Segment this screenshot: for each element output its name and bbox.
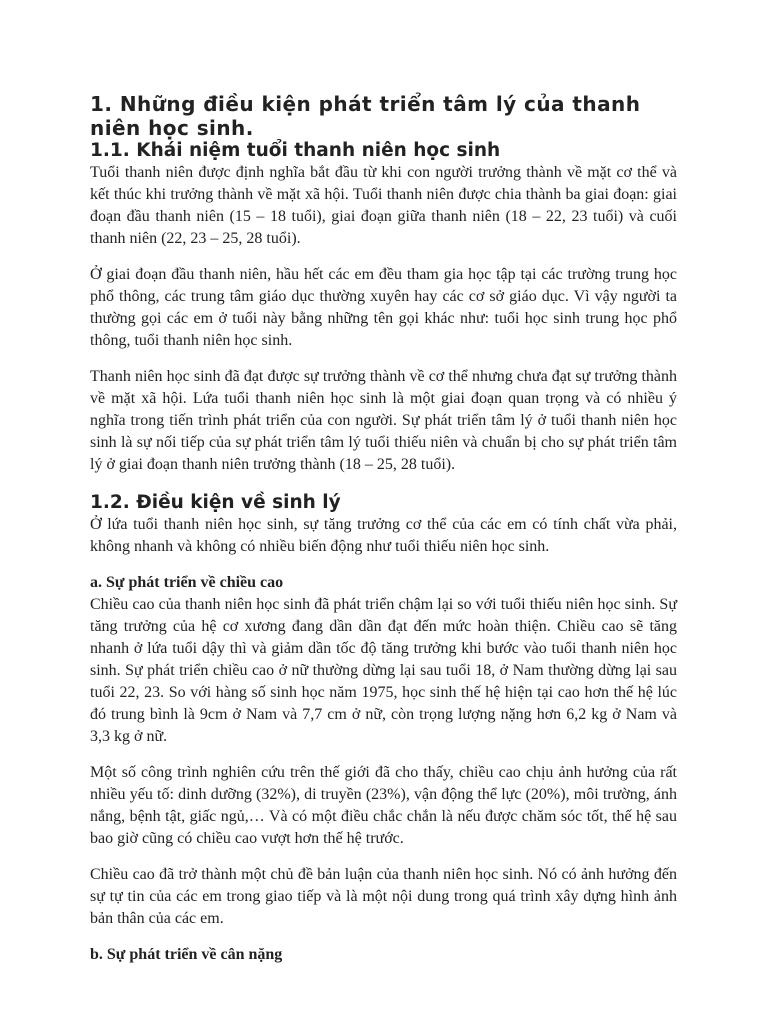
section-1-2-paragraph-1: Ở lứa tuổi thanh niên học sinh, sự tăng trưởng cơ thể của các em có tính chất vừa phải, không nhanh và không có nhiều biến động như tuổi thiếu niên học sinh.	[90, 516, 677, 555]
subheading-a: a. Sự phát triển về chiều cao	[90, 574, 284, 591]
section-1-1-paragraph-3: Thanh niên học sinh đã đạt được sự trưởng thành về cơ thể nhưng chưa đạt sự trưởng thành về mặt xã hội. Lứa tuổi thanh niên học sinh là một giai đoạn quan trọng và có nhiều ý nghĩa trong tiến trình phát triển của con người. Sự phát triển tâm lý ở tuổi thanh niên học sinh là sự nối tiếp của sự phát triển tâm lý tuổi thiếu niên và chuẩn bị cho sự phát triển tâm lý ở giai đoạn thanh niên trưởng thành (18 – 25, 28 tuổi).	[90, 368, 677, 473]
section-1-1-paragraph-2: Ở giai đoạn đầu thanh niên, hầu hết các em đều tham gia học tập tại các trường trung học phổ thông, các trung tâm giáo dục thường xuyên hay các cơ sở giáo dục. Vì vậy người ta thường gọi các em ở tuổi này bằng những tên gọi khác như: tuổi học sinh trung học phổ thông, tuổi thanh niên học sinh.	[90, 266, 677, 349]
subsection-a-paragraph-1: Chiều cao của thanh niên học sinh đã phát triển chậm lại so với tuổi thiếu niên học sinh. Sự tăng trưởng của hệ cơ xương đang dần dần đạt đến mức hoàn thiện. Chiều cao sẽ tăng nhanh ở lứa tuổi dậy thì và giảm dần tốc độ tăng trưởng khi bước vào tuổi thanh niên học sinh. Sự phát triển chiều cao ở nữ thường dừng lại sau tuổi 18, ở Nam thường dừng lại sau tuổi 22, 23. So với hàng số sinh học năm 1975, học sinh thế hệ hiện tại cao hơn thế hệ lúc đó trung bình là 9cm ở Nam và 7,7 cm ở nữ, còn trọng lượng nặng hơn 6,2 kg ở Nam và 3,3 kg ở nữ.	[90, 596, 677, 745]
section-1-1-paragraph-1: Tuổi thanh niên được định nghĩa bắt đầu từ khi con người trưởng thành về mặt cơ thể và kết thúc khi trưởng thành về mặt xã hội. Tuổi thanh niên được chia thành ba giai đoạn: giai đoạn đầu thanh niên (15 – 18 tuổi), giai đoạn giữa thanh niên (18 – 22, 23 tuổi) và cuối thanh niên (22, 23 – 25, 28 tuổi).	[90, 164, 677, 247]
section-1-2-heading: 1.2. Điều kiện về sinh lý	[90, 492, 341, 513]
page-title: 1. Những điều kiện phát triển tâm lý của thanh niên học sinh.	[90, 92, 641, 140]
section-1-1-heading: 1.1. Khái niệm tuổi thanh niên học sinh	[90, 140, 501, 161]
subsection-a-paragraph-2: Một số công trình nghiên cứu trên thế giới đã cho thấy, chiều cao chịu ảnh hưởng của rất nhiều yếu tố: dinh dưỡng (32%), di truyền (23%), vận động thể lực (20%), môi trường, ánh nắng, bệnh tật, giấc ngủ,… Và có một điều chắc chắn là nếu được chăm sóc tốt, thế hệ sau bao giờ cũng có chiều cao vượt hơn thế hệ trước.	[90, 764, 677, 847]
document-page	[90, 92, 677, 966]
subsection-a-paragraph-3: Chiều cao đã trở thành một chủ đề bản luận của thanh niên học sinh. Nó có ảnh hưởng đến sự tự tin của các em trong giao tiếp và là một nội dung trong quá trình xây dựng hình ảnh bản thân của các em.	[90, 866, 677, 927]
subheading-b: b. Sự phát triển về cân nặng	[90, 946, 283, 963]
